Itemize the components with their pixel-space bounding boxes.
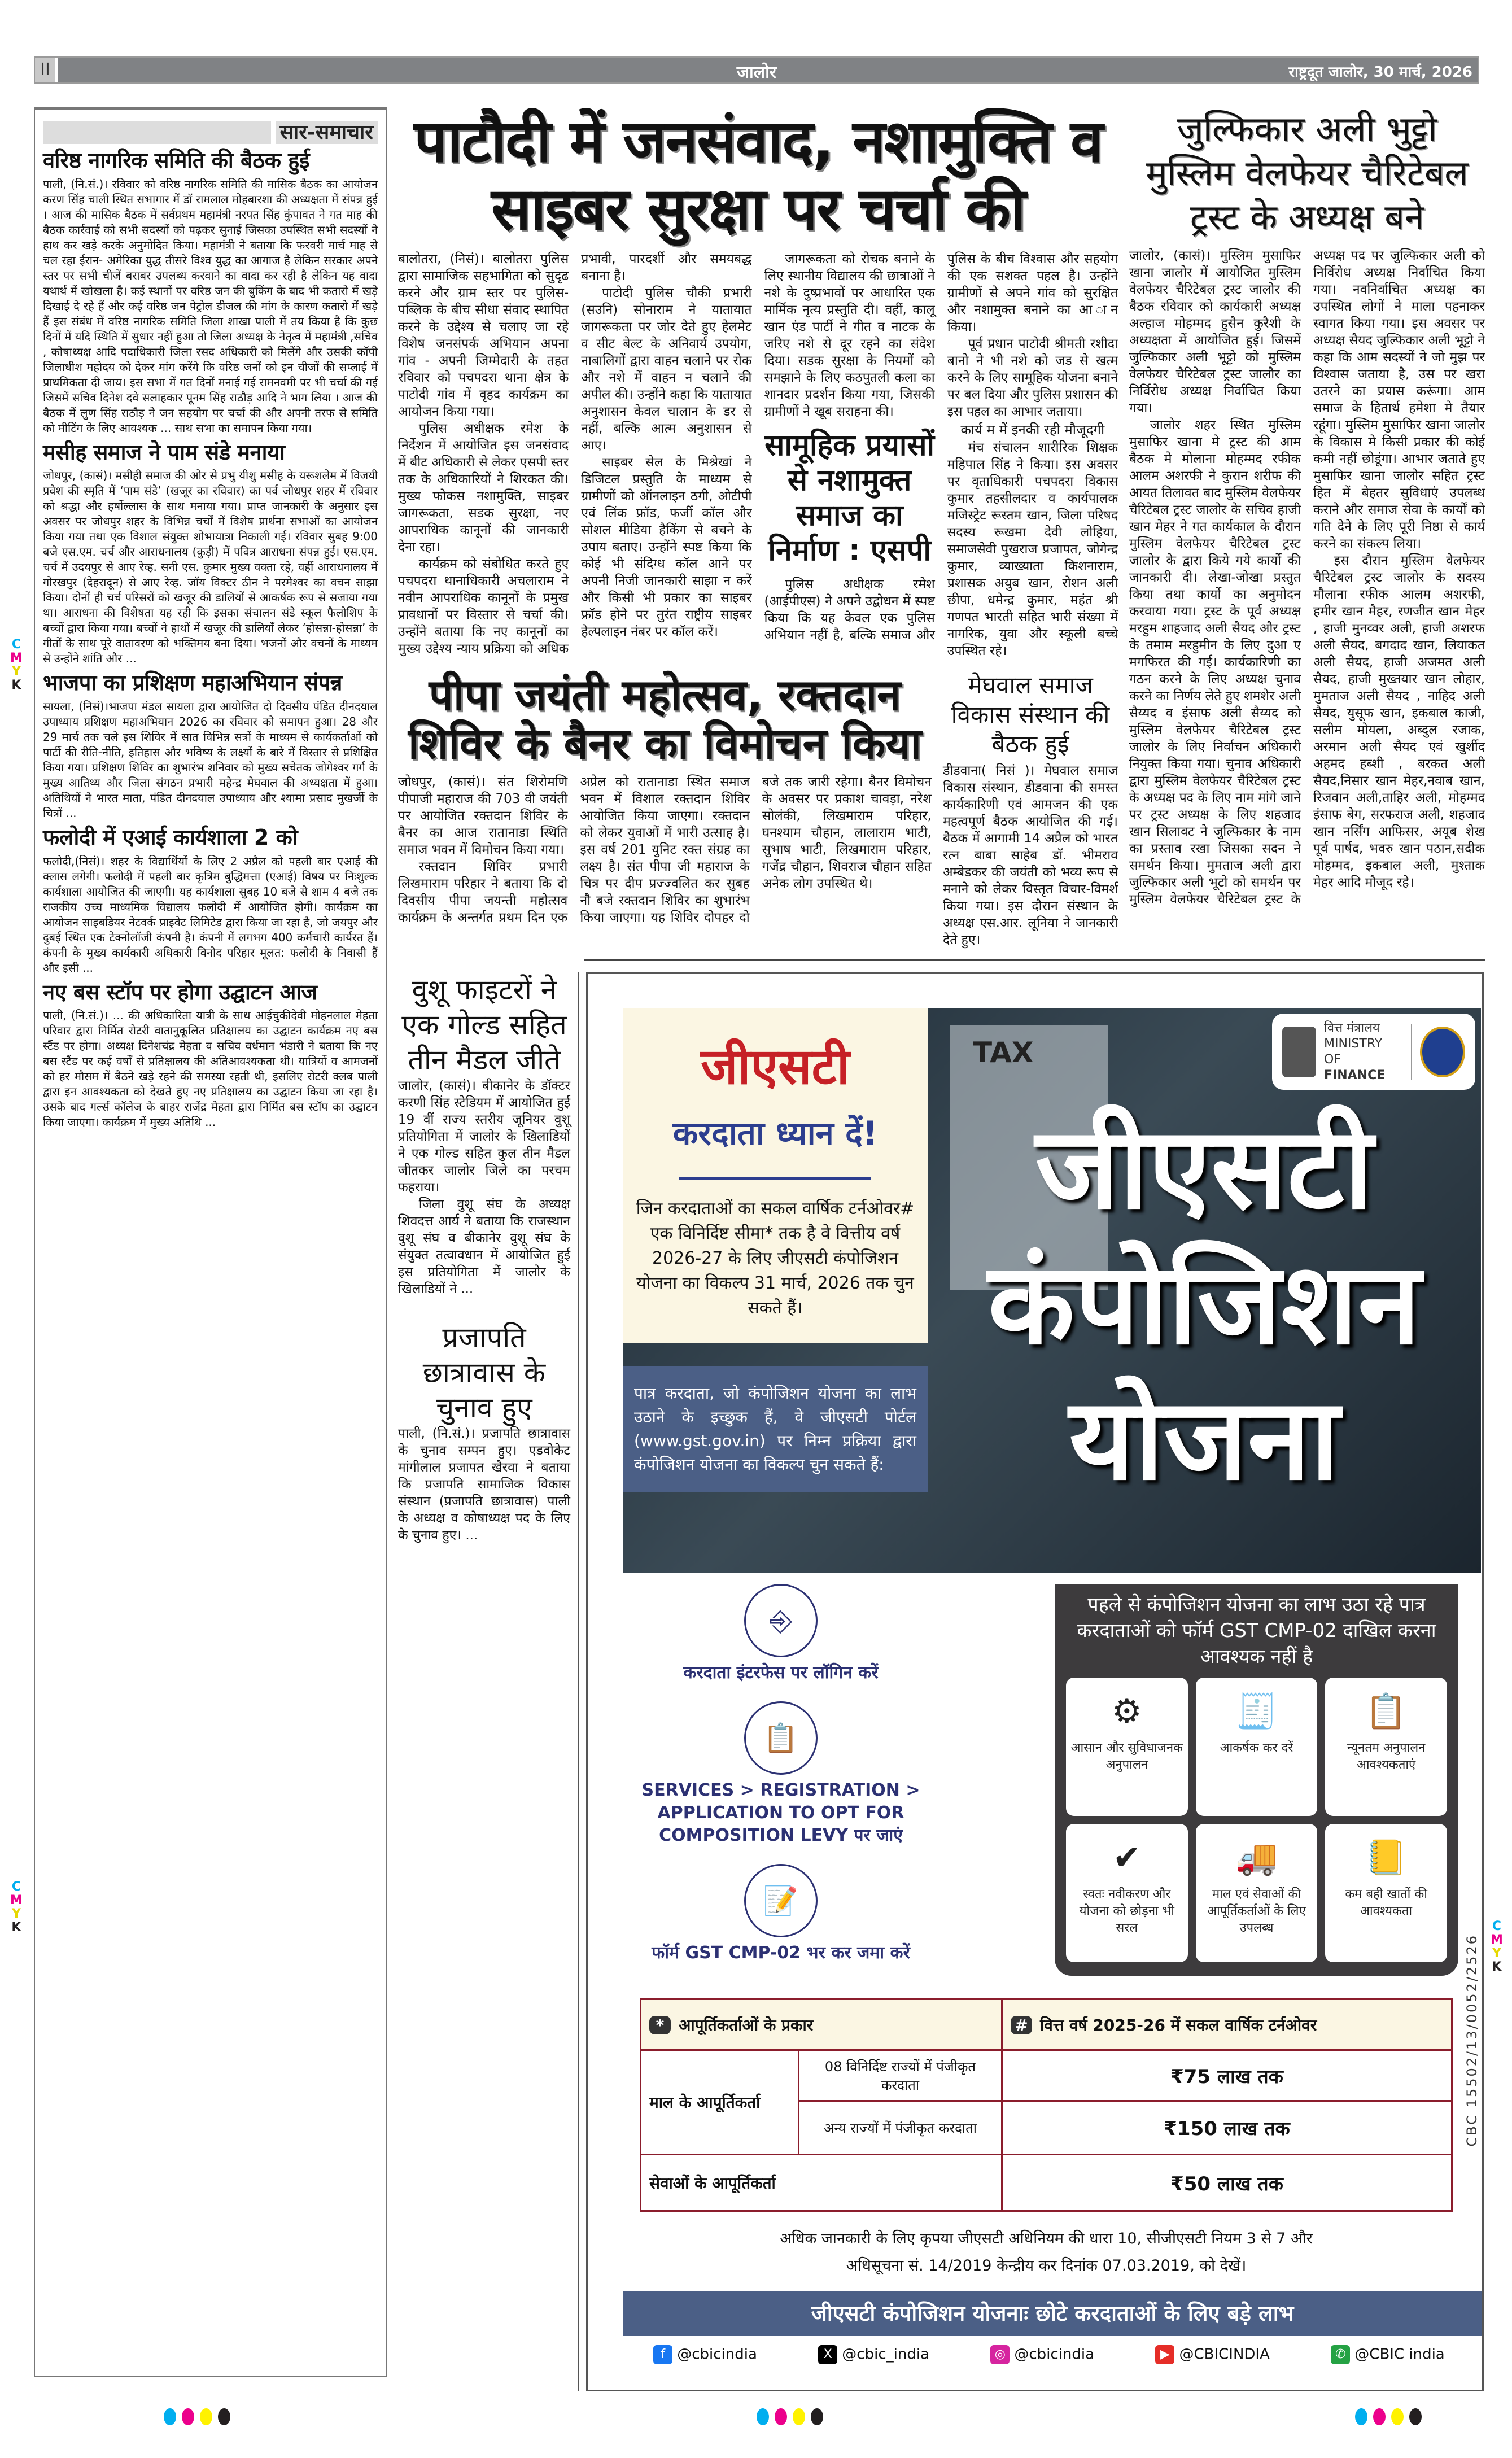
social-handle: @cbic_india — [842, 2346, 929, 2363]
clipboard-check-icon: 📋 — [744, 1701, 818, 1775]
brief-headline: नए बस स्टॉप पर होगा उद्घाटन आज — [43, 979, 317, 1005]
registration-dot — [775, 2408, 787, 2425]
main-region — [398, 107, 1485, 2391]
tap-check-icon: ✔ — [1112, 1838, 1141, 1878]
social-link[interactable] — [1331, 2345, 1444, 2364]
registration-dot — [1355, 2408, 1367, 2425]
brief-headline: भाजपा का प्रशिक्षण महाअभियान संपन्न — [43, 670, 342, 696]
zulfikar-paragraph: जालोर, (कासं)। मुस्लिम मुसाफिर खाना जालोर में आयोजित मुस्लिम वेलफेयर चैरिटेबल ट्रस्ट जालोर की बैठक रविवार को कार्यकारी अध्यक्ष अल्हाज मोहम्मद हुसैन कुरैशी के अध्यक्षता में आयोजित हुई। जिसमें जुल्फिकार अली भूट्टो को मुस्लिम वेलफेयर चैरिटेबल ट्रस्ट जालौर का निर्विरोध अध्यक्ष निर्वाचित किया गया। — [1129, 248, 1301, 416]
step-text: करदाता इंटरफेस पर लॉगिन करें — [683, 1663, 879, 1683]
prajapati-article — [398, 1320, 570, 1544]
registration-dot — [1409, 2408, 1422, 2425]
benefit-card — [1196, 1678, 1318, 1816]
gst-advertisement — [586, 972, 1484, 2391]
news-brief-label: सार-समाचार — [43, 121, 378, 144]
cmyk-letter: K — [11, 1920, 21, 1935]
facebook-icon: f — [653, 2345, 672, 2364]
page-number: II — [35, 58, 58, 82]
x-icon: X — [818, 2345, 837, 2364]
lead-article — [398, 107, 1118, 660]
social-handle: @cbicindia — [1014, 2346, 1095, 2363]
instagram-icon: ◎ — [990, 2345, 1010, 2364]
benefit-card — [1196, 1824, 1318, 1962]
gear-thumb-icon: ⚙ — [1111, 1692, 1142, 1731]
login-icon: ⎆ — [744, 1584, 818, 1657]
ministry-of-finance-logo — [1272, 1014, 1475, 1090]
ad-title-area — [928, 1008, 1481, 1573]
benefit-text: माल एवं सेवाओं की आपूर्तिकर्ताओं के लिए उपलब्ध — [1207, 1887, 1306, 1935]
meghwal-article — [943, 671, 1118, 949]
lead-article-body — [398, 251, 1118, 660]
divider — [1411, 1024, 1412, 1080]
benefit-card — [1325, 1678, 1447, 1816]
form-icon: 📝 — [744, 1864, 818, 1937]
column-rule — [578, 972, 579, 2391]
brief-body: सायला, (निसं)।भाजपा मंडल सायला द्वारा आयोजित दो दिवसीय पंडित दीनदयाल उपाध्याय प्रशिक्षण महाअभियान 2026 का रविवार को समापन हुआ। 28 और 29 मार्च तक चले इस शिविर में सात विभिन्न सत्रों के माध्यम से कार्यकर्ताओं को पार्टी की रीति-नीति, इतिहास और भविष्य के लक्ष्यों के बारे में विस्तार से प्रशिक्षित किया गया। प्रशिक्षण शिविर का शुभारंभ शनिवार को मुख्य सचेतक जोगेश्वर गर्ग के मुख्य आतिथ्य और जिला संगठन प्रभारी महेन्द्र मेघवाल की अध्यक्षता में हुआ। अतिथियों ने भारत माता, पंडित दीनदयाल उपाध्याय और श्यामा प्रसाद मुखर्जी के चित्रों ... — [43, 700, 378, 820]
registration-row — [0, 2403, 1512, 2437]
social-handle: @CBIC india — [1354, 2346, 1445, 2363]
prajapati-paragraph: पाली, (नि.सं.)। प्रजापति छात्रावास के चुनाव सम्पन हुए। एडवोकेट मांगीलाल प्रजापत खैरवा ने बताया कि प्रजापति सामाजिक विकास संस्थान (प्रजापति छात्रावास) पाली के अध्यक्ष व कोषाध्यक्ष पद के लिए के चुनाव हुए। ... — [398, 1426, 570, 1543]
ad-code: CBC 15502/13/0052/2526 — [1464, 1934, 1480, 2147]
brief-body: जोधपुर, (कासं)। मसीही समाज की ओर से प्रभु यीशु मसीह के यरूशलेम में विजयी प्रवेश की स्मृति में ‘पाम संडे’ (खजूर का रविवार) का पर्व जोधपुर शहर में रविवार को श्रद्धा और हर्षोल्लास के साथ मनाया गया। प्राप्त जानकारी के अनुसार इस अवसर पर जोधपुर शहर के विभिन्न चर्चों में विशेष प्रार्थना सभाओं का आयोजन किया गया तथा एक विशाल संयुक्त शोभायात्रा निकाली गई। रविवार सुबह 9:00 बजे एस.एम. चर्च और आराधनालय (कुड़ी) में पवित्र आराधना संपन्न हुई। एस.एम. चर्च में उदयपुर से आए रेव्ह. सनी एस. कुमार मुख्य वक्ता रहे, वहीं आराधनालय में गोरखपुर (देहरादून) से आए रेव्ह. जॉय विक्टर ठीन ने परमेश्वर का वचन साझा किया। दोनों ही चर्च परिसरों को खजूर की डालियों से आकर्षक रूप से सजाया गया था। आराधना की विशेषता यह रही कि इसका संचालन संडे स्कूल फैलोशिप के बच्चों द्वारा किया गया। बच्चों ने हाथों में खजूर की डालियाँ लेकर ‘होसन्ना-होसन्ना’ के गीतों के साथ पूरे वातावरण को भक्तिमय बना दिया। भजनों और वचनों के माध्यम से उन्होंने शांति और ... — [43, 469, 378, 666]
cmyk-letter: M — [1491, 1933, 1503, 1947]
bottom-section — [398, 972, 1485, 2391]
ad-gst-title: जीएसटी — [701, 1037, 850, 1095]
cmyk-letter: C — [1492, 1919, 1502, 1933]
vushu-paragraph: जिला वुशू संघ के अध्यक्ष शिवदत्त आर्य ने बताया कि राजस्थान वुशू संघ व बीकानेर वुशू संघ के संयुक्त तत्वावधान में आयोजित हुई इस प्रतियोगिता में जालोर के खिलाडियों ने ... — [398, 1197, 570, 1296]
lead-subheadline-2: कार्य म में इनकी रही मौजूदगी — [960, 422, 1105, 438]
cmyk-letter: K — [1492, 1960, 1502, 1974]
social-link[interactable] — [990, 2345, 1094, 2364]
ad-steps — [623, 1584, 939, 1981]
lead-paragraph: जागरूकता को रोचक बनाने के लिए स्थानीय विद्यालय की छात्राओं ने नशे के दुष्प्रभावों पर आधारित एक मार्मिक नृत्य प्रस्तुति दी। वहीं, कालू खान एंड पार्टी ने गीत व नाटक के जरिए नशे से दूर रहने का संदेश दिया। सडक सुरक्षा के नियमों को समझाने के लिए कठपुतली कला का शानदार प्रदर्शन किया गया, जिसकी ग्रामीणों ने खूब सराहना की। — [764, 252, 935, 419]
zulfikar-paragraph: इस दौरान मुस्लिम वेलफेयर चैरिटेबल ट्रस्ट जालोर के सदस्य मौलाना रफीक आलम अशरफी, हमीर खान मैहर, रणजीत खान मेहर , हाजी मुनव्वर अली, हाजी अशरफ अली सैयद, बगदाद खान, लियाकत अली सैयद, हाजी अजमत अली सैयद, हाजी मुख्तयार खान लोहार, मुमताज अली सैयद , नाहिद अली सैयद, युसूफ खान, इकबाल काजी, सलीम मोयला, अब्दुल रजाक, अरमान अली सैयद एवं खुर्शीद अहमद हब्शी , बरकत अली सैयद,निसार खान मेहर,नवाब खान, रिजवान अली,ताहिर अली, मोहम्मद इंसाफ बेग, सरफराज अली, शहजाद खान नर्सिंग आफिसर, अयूब शेख पूर्व पार्षद, भवरु खान पठान,सदीक मोहम्मद, इकबाल अली, मुश्ताक मेहर आदि मौजूद रहे। — [1313, 553, 1485, 890]
ad-steps-row — [623, 1584, 1482, 1981]
tax-document-graphic: TAX — [950, 1025, 1108, 1290]
cmyk-marks — [1491, 1920, 1503, 1974]
meghwal-article-body: डीडवाना( निसं )। मेघवाल समाज विकास संस्थान, डीडवाना की समस्त कार्यकारिणी एवं आमजन की एक महत्वपूर्ण बैठक आयोजित की गई। बैठक में आगामी 14 अप्रैल को भारत रत्न बाबा साहेब डॉ. भीमराव अम्बेडकर की जयंती को भव्य रूप से मनाने को लेकर विस्तृत विचार-विमर्श किया गया। इस दौरान संस्थान के अध्यक्ष एस.आर. लूनिया ने जानकारी देते हुए। — [943, 763, 1118, 948]
cmyk-letter: C — [11, 1880, 21, 1894]
registration-dots — [164, 2408, 230, 2425]
lead-paragraph: कार्यक्रम को संबोधित करते हुए पचपदरा थानाधिकारी अचलाराम ने नवीन आपराधिक कानूनों के प्रमुख प्रावधानों पर विस्तार से चर्चा की। उन्होंने बताया कि नए कानूनों का मुख्य उद्देश्य न्याय प्रक्रिया को अधिक प्रभावी, पारदर्शी और समयबद्ध बनाना है। — [398, 252, 752, 656]
ad-intro-panel — [623, 1008, 928, 1343]
ad-intro-text: जिन करदाताओं का सकल वार्षिक टर्नओवर# एक विनिर्दिष्ट सीमा* तक है वे वित्तीय वर्ष 2026-27 के लिए जीएसटी कंपोजिशन योजना का विकल्प 31 मार्च, 2026 तक चुन सकते हैं। — [636, 1199, 915, 1318]
narrow-news-column — [398, 972, 570, 1544]
meghwal-headline: मेघवाल समाज विकास संस्थान की बैठक हुई — [951, 671, 1110, 758]
turnover-table — [640, 1998, 1453, 2212]
brief-headline: मसीह समाज ने पाम संडे मनाया — [43, 439, 285, 465]
page-body — [0, 107, 1512, 2391]
registration-dot — [811, 2408, 823, 2425]
table-header-row: * आपूर्तिकर्ताओं के प्रकार # वित्त वर्ष 2025-26 में सकल वार्षिक टर्नओवर — [641, 1999, 1452, 2050]
cmyk-marks — [10, 638, 23, 692]
lead-paragraph: पूर्व प्रधान पाटोदी श्रीमती रशीदा बानो ने भी नशे को जड से खत्म करने के लिए सामूहिक योजना बनाने पर बल दिया और पुलिस प्रशासन की इस पहल का आभार जताया। — [947, 337, 1118, 419]
checklist-icon: 📋 — [1365, 1692, 1408, 1731]
zulfikar-paragraph: जालोर शहर स्थित मुस्लिम मुसाफिर खाना मे ट्रस्ट की आम बैठक मे मोलाना मोहम्मद रफीक आलम अशरफी ने कुरान शरीफ की आयत तिलावत बाद मुस्लिम वेलफेयर चैरिटेबल ट्रस्ट जालोर के सचिव हाजी खान मेहर ने गत कार्यकाल के दौरान मुस्लिम वेलफेयर चैरिटेबल ट्रस्ट जालोर के द्वारा किये गये कार्यो की जानकारी दी। लेखा-जोखा प्रस्तुत किया तथा कार्यो का अनुमोदन करवाया गया। ट्रस्ट के पूर्व अध्यक्ष मरहुम शाहजाद अली सैयद और ट्रस्ट के तमाम मरहुमीन के लिए दुआ ए मगफिरत की गई। कार्यकारिणी का गठन करने के लिए अध्यक्ष चुनाव करने का निर्णय लेते हुए शमशेर अली सैय्यद व इंसाफ अली सैय्यद को मुस्लिम वेलफेयर चैरिटेबल ट्रस्ट जालोर के लिए निर्वाचन अधिकारी नियुक्त किया गया। चुनाव अधिकारी द्वारा मुस्लिम वेलफेयर चैरिटेबल ट्रस्ट के अध्यक्ष पद के लिए नाम मांगे जाने पर ट्रस्ट अध्यक्ष के लिए शहजाद खान सिलावट ने जुल्फिकार के नाम का प्रस्ताव रखा जिसका सदन ने समर्थन किया। मुमताज अली द्वारा जुल्फिकार अली भूटो को समर्थन पर मुस्लिम वेलफेयर चैरिटेबल ट्रस्ट के अध्यक्ष पद पर जुल्फिकार अली को निर्विरोध अध्यक्ष निर्वाचित किया गया। नवनिर्वाचित अध्यक्ष का उपस्थित लोगों ने माला पहनाकर स्वागत किया गया। इस अवसर पर अध्यक्ष सैयद जुल्फिकार अली भूट्टो ने कहा कि आम सदस्यों ने जो मुझ पर विश्वास जताया है, उस पर खरा उतरने का प्रयास करूंगा। आम समाज के हितार्थ हमेशा मे तैयार रहूंगा। मुस्लिम मुसाफिर खाना जालोर के विकास मे किसी प्रकार की कोई कमी नहीं छोडूंगा। आभार जताते हुए मुसाफिर खाना जालोर सहित ट्रस्ट हित में बेहतर सुविधाएं उपलब्ध कराने और समाज सेवा के कार्यों को गति देने के लिए पूरी निष्ठा से कार्य करने का संकल्प लिया। — [1129, 248, 1485, 907]
benefit-card — [1066, 1824, 1188, 1962]
registration-dot — [757, 2408, 769, 2425]
emblem-icon — [1282, 1027, 1316, 1077]
second-row-articles — [398, 671, 1118, 949]
lead-paragraph: मंच संचालन शारीरिक शिक्षक महिपाल सिंह ने किया। इस अवसर पर वृताधिकारी पचपदरा विकास कुमार तहसीलदार व कार्यपालक मजिस्ट्रेट रूस्तम खान, जिला परिषद सदस्य रूखमा देवी लोहिया, समाजसेवी पुखराज प्रजापत, जोगेन्द्र कुमार, व्याख्याता किशनाराम, प्रशासक अयुब खान, रोशन अली छीपा, धमेन्द्र कुमार, महंत श्री गणपत भारती सहित भारी संख्या में नागरिक, युवा और स्कूली बच्चे उपस्थित रहे। — [947, 440, 1118, 658]
hash-badge: # — [1011, 2016, 1032, 2034]
lead-paragraph: बालोतरा, (निसं)। बालोतरा पुलिस द्वारा सामाजिक सहभागिता को सुदृढ करने और ग्राम स्तर पर पुलिस-पब्लिक के बीच सीधा संवाद स्थापित करने के उद्देश्य से चलाए जा रहे विशेष जनसंपर्क अभियान अपना गांव - अपनी जिम्मेदारी के तहत रविवार को पचपदरा थाना क्षेत्र के पाटोदी गांव में वृहद कार्यक्रम का आयोजन किया गया। — [398, 252, 569, 419]
benefit-text: कम बही खातों की आवश्यकता — [1345, 1887, 1427, 1918]
vushu-article-body — [398, 1077, 570, 1298]
benefits-heading: पहले से कंपोजिशन योजना का लाभ उठा रहे पात्र करदाताओं को फॉर्म GST CMP-02 दाखिल करना आवश्यक नहीं है — [1077, 1593, 1436, 1668]
cmyk-letter: Y — [11, 665, 21, 679]
benefit-card — [1066, 1678, 1188, 1816]
table-row: सेवाओं के आपूर्तिकर्ता ₹50 लाख तक — [641, 2155, 1452, 2211]
lead-paragraph: पाटोदी पुलिस चौकी प्रभारी (सउनि) सोनाराम ने यातायात जागरूकता पर जोर देते हुए हेलमेट व सीट बेल्ट के अनिवार्य उपयोग, नाबालिगों द्वारा वाहन चलाने पर रोक और नशे में वाहन न चलाने की अपील की। उन्होंने कहा कि यातायात अनुशासन केवल चालान के डर से नहीं, बल्कि आत्म अनुशासन से आए। — [581, 286, 752, 453]
registration-dot — [1391, 2408, 1404, 2425]
prajapati-headline: प्रजापति छात्रावास के चुनाव हुए — [422, 1321, 546, 1424]
registration-dot — [1373, 2408, 1386, 2425]
ad-attention: करदाता ध्यान दें! — [672, 1114, 878, 1152]
step-text: SERVICES > REGISTRATION > APPLICATION TO OPT FOR COMPOSITION LEVY पर जाएं — [641, 1780, 920, 1845]
divider — [584, 959, 1485, 961]
top-stories — [398, 107, 1485, 949]
ad-portal-text: पात्र करदाता, जो कंपोजिशन योजना का लाभ उठाने के इच्छुक हैं, वे जीएसटी पोर्टल (www.gst.gov.in) पर निम्न प्रक्रिया द्वारा कंपोजिशन योजना का विकल्प चुन सकते हैं: — [623, 1366, 928, 1492]
lead-paragraph: साइबर सेल के मिश्रेखां ने डिजिटल प्रस्तुति के माध्यम से ग्रामीणों को ऑनलाइन ठगी, ओटीपी एवं लिंक फ्रॉड, फर्जी कॉल और सोशल मीडिया हैकिंग से बचने के उपाय बताए। उन्होंने स्पष्ट किया कि कोई भी संदिग्ध कॉल आने पर अपनी निजी जानकारी साझा न करें और किसी भी प्रकार का साइबर फ्रॉड होने पर तुरंत राष्ट्रीय साइबर हेल्पलाइन नंबर पर कॉल करें। — [581, 455, 752, 639]
registration-dots — [757, 2408, 823, 2425]
benefit-text: न्यूनतम अनुपालन आवश्यकताएं — [1347, 1741, 1426, 1772]
cmyk-letter: M — [10, 1893, 23, 1907]
news-brief-column — [34, 107, 387, 2377]
registration-dots — [1355, 2408, 1422, 2425]
table-row: अन्य राज्यों में पंजीकृत करदाता ₹150 लाख तक — [641, 2101, 1452, 2155]
ad-banner: जीएसटी कंपोजिशन योजनाः छोटे करदाताओं के लिए बड़े लाभ — [623, 2291, 1482, 2336]
benefit-text: आकर्षक कर दरें — [1220, 1741, 1293, 1755]
registration-dot — [218, 2408, 230, 2425]
brief-body: पाली, (नि.सं.)। रविवार को वरिष्ठ नागरिक समिति की मासिक बैठक का आयोजन करण सिंह चाली स्थित सभागार में डॉ रामलाल मोहबारशा की अध्यक्षता में संपन्न हुई । आज की मासिक बैठक में सर्वप्रथम महामंत्री नरपत सिंह कुंपावत ने गत माह की बैठक कार्रवाई को सभी सदस्यों को पढ़कर सुनाई जिसका उपस्थित सभी सदस्यों ने हाथ कर खड़े करके अनुमोदित किया। महामंत्री ने बताया कि फरवरी मार्च माह से चल रहा ईरान- अमेरिका युद्ध तीसरे विश्व युद्ध का आगाज है लेकिन सरकार अपने स्तर पर सभी चीजें बराबर उपलब्ध करवाने का वादा कर रही है लेकिन यह वादा यथार्थ में खोखला है। कई स्थानों पर वरिष्ठ जन की बुकिंग के बाद भी कतारो में खड़े दिखाई दे रहे हैं और कई वरिष्ठ जन पेट्रोल डीजल की मांग के कारण कतारो में खड़े हैं इस संबंध में वरिष्ठ नागरिक समिति जिला शाखा पाली में तय किया है कि कुछ दिनों में यदि स्थिति में सुधार नहीं हुआ तो जिला अध्यक्ष के नेतृत्व में महामंत्री ,सचिव , कोषाध्यक्ष आदि पदाधिकारी जिला रसद अधिकारी को मिलेंगे और उसकी कॉपी जिलाधीश महोदय को देकर मांग करेंगे कि वरिष्ठ जनों को इन चीजों की सप्लाई में प्राथमिकता दी जाय। इस सभा में गत दिनों मनाई गई रामनवमी पर भी चर्चा की गई जिसमें सचिव दिनेश दवे सलाहकार पूनम सिंह राठौड़ आदि ने भाग लिया । आज की बैठक में लुण सिंह राठौड़ ने जन सहयोग पर चर्चा की और अपनी तरफ से समिति को मीटिंग के लिए आवश्यक ... साथ सभा का समापन किया गया। — [43, 177, 378, 435]
tax-pen-icon: 🧾 — [1235, 1692, 1278, 1731]
divider — [679, 1177, 871, 1180]
section-name: जालोर — [736, 63, 777, 82]
benefits-grid — [1066, 1678, 1447, 1962]
ledger-icon: 📒 — [1365, 1838, 1408, 1878]
ad-footnote: अधिक जानकारी के लिए कृपया जीएसटी अधिनियम की धारा 10, सीजीएसटी नियम 3 से 7 और अधिसूचना सं. 14/2019 केन्द्रीय कर दिनांक 07.03.2019, को देखें। — [780, 2230, 1313, 2274]
brief-headline: वरिष्ठ नागरिक समिति की बैठक हुई — [43, 148, 310, 173]
ministry-name: वित्त मंत्रालय MINISTRY OF FINANCE — [1324, 1020, 1386, 1082]
registration-dot — [793, 2408, 805, 2425]
pipa-article-body — [398, 774, 932, 926]
prajapati-article-body — [398, 1425, 570, 1544]
page-header — [34, 56, 1479, 84]
cbic-seal-icon — [1420, 1027, 1465, 1077]
zulfikar-headline: जुल्फिकार अली भुट्टो मुस्लिम वेलफेयर चैरिटेबल ट्रस्ट के अध्यक्ष बने — [1146, 108, 1469, 238]
cmyk-letter: Y — [1492, 1946, 1501, 1961]
benefit-text: स्वतः नवीकरण और योजना को छोड़ना भी सरल — [1079, 1887, 1174, 1935]
benefit-text: आसान और सुविधाजनक अनुपालन — [1070, 1741, 1183, 1772]
benefits-panel — [1055, 1584, 1458, 1976]
cmyk-marks — [10, 1880, 23, 1935]
step-text: फॉर्म GST CMP-02 भर कर जमा करें — [652, 1943, 910, 1963]
pipa-paragraph: रक्तदान शिविर प्रभारी लिखमाराम परिहार ने बताया कि दो दिवसीय पीपा जयन्ती महोत्सव कार्यक्रम के अन्तर्गत प्रथम दिन एक अप्रेल को रातानाडा स्थित समाज भवन में विशाल रक्तदान शिविर आयोजित किया जाएगा। रक्तदान को लेकर युवाओं में भारी उत्साह है। इस वर्ष 201 युनिट रक्त संग्रह का लक्ष्य है। संत पीपा जी महाराज के चित्र पर दीप प्रज्ज्वलित कर सुबह नौ बजे रक्तदान शिविर का शुभारंभ किया जाएगा। यह शिविर दोपहर दो बजे तक जारी रहेगा। बैनर विमोचन के अवसर पर प्रकाश चावड़ा, नरेश सोलंकी, लिखमाराम परिहार, घनश्याम चौहान, लालाराम भाटी, सुभाष भाटी, लिखमाराम परिहार, गजेंद्र चौहान, शिवराज चौहान सहित अनेक लोग उपस्थित थे। — [398, 775, 932, 925]
news-brief-list — [43, 149, 378, 1130]
pipa-article — [398, 671, 932, 926]
registration-dot — [200, 2408, 212, 2425]
vushu-headline: वुशू फाइटरों ने एक गोल्ड सहित तीन मैडल जीते — [401, 973, 567, 1076]
cmyk-letter: K — [11, 678, 21, 692]
ad-background — [623, 1008, 1481, 1573]
cmyk-letter: Y — [11, 1907, 21, 1921]
zulfikar-article-body — [1129, 247, 1485, 908]
cmyk-letter: M — [10, 651, 23, 665]
social-link[interactable] — [653, 2345, 757, 2364]
ad-left-panel — [623, 1008, 928, 1573]
registration-dot — [164, 2408, 176, 2425]
pipa-headline: पीपा जयंती महोत्सव, रक्तदान शिविर के बैनर का विमोचन किया — [408, 670, 922, 769]
social-link[interactable] — [1155, 2345, 1269, 2364]
lead-subheadline: सामूहिक प्रयासों से नशामुक्त समाज का निर्माण : एसपी — [764, 429, 934, 567]
zulfikar-article — [1129, 107, 1485, 949]
social-handle: @cbicindia — [677, 2346, 757, 2363]
asterisk-badge: * — [649, 2016, 671, 2034]
youtube-icon: ▶ — [1155, 2345, 1174, 2364]
table-row: माल के आपूर्तिकर्ता 08 विनिर्दिष्ट राज्यों में पंजीकृत करदाता ₹75 लाख तक — [641, 2050, 1452, 2101]
brief-headline: फलोदी में एआई कार्यशाला 2 को — [43, 825, 298, 850]
registration-dot — [182, 2408, 194, 2425]
social-link[interactable] — [818, 2345, 929, 2364]
lead-headline: पाटौदी में जनसंवाद, नशामुक्ति व साइबर सुरक्षा पर चर्चा की — [414, 107, 1102, 243]
brief-body: फलोदी,(निसं)। शहर के विद्यार्थियों के लिए 2 अप्रैल को पहली बार एआई की क्लास लगेगी। फलोदी में पहली बार कृत्रिम बुद्धिमत्ता (एआई) विषय पर निःशुल्क कार्यशाला आयोजित की जाएगी। यह कार्यशाला सुबह 10 बजे से शाम 4 बजे तक राजकीय उच्च माध्यमिक विद्यालय फलोदी में आयोजित होगी। कार्यक्रम का आयोजन साइबडियर नेटवर्क प्राइवेट लिमिटेड द्वारा किया जा रहा है, जो जयपुर और दुबई स्थित एक टेक्नोलॉजी कंपनी है। कंपनी में लगभग 400 कर्मचारी कार्यरत हैं। कंपनी के मुख्य कार्यकारी अधिकारी विनोद परिहार मूलत: फलोदी के निवासी हैं और इसी ... — [43, 854, 378, 975]
whatsapp-icon: ✆ — [1331, 2345, 1350, 2364]
cmyk-letter: C — [11, 638, 21, 652]
social-handles — [623, 2336, 1475, 2373]
truck-icon: 🚚 — [1235, 1838, 1278, 1878]
vushu-article — [398, 972, 570, 1298]
benefit-card — [1325, 1824, 1447, 1962]
social-handle: @CBICINDIA — [1179, 2346, 1270, 2363]
ad-main-title: जीएसटी कंपोजिशन योजना — [987, 1103, 1421, 1505]
lead-paragraph: पुलिस अधीक्षक रमेश के निर्देशन में आयोजित इस जनसंवाद में बीट अधिकारी से लेकर एसपी स्तर तक के अधिकारियों ने शिरकत की। मुख्य फोकस नशामुक्ति, साइबर जागरूकता, सडक सुरक्षा, नए आपराधिक कानूनों की जानकारी देना रहा। — [398, 421, 569, 555]
pipa-paragraph: जोधपुर, (कासं)। संत शिरोमणि पीपाजी महाराज की 703 वी जयंती पर आयोजित रक्तदान शिविर के बैनर का आज रातानाडा स्थिति समाज भवन में विमोचन किया गया। — [398, 775, 568, 857]
dateline: राष्ट्रदूत जालोर, 30 मार्च, 2026 — [1288, 64, 1472, 81]
vushu-paragraph: जालोर, (कासं)। बीकानेर के डॉक्टर करणी सिंह स्टेडियम में आयोजित हुई 19 वीं राज्य स्तरीय जूनियर वुशू प्रतियोगिता में जालोर के खिलाडियों ने एक गोल्ड सहित कुल तीन मैडल जीतकर जालोर जिले का परचम फहराया। — [398, 1079, 570, 1195]
brief-body: पाली, (नि.सं.)। ... की अधिकारिता यात्री के साथ आईचुकीदेवी मोहनलाल मेहता परिवार द्वारा निर्मित रोटरी वातानुकूलित प्रतिक्षालय का उद्घाटन कार्यक्रम नए बस स्टैंड पर होगा। अध्यक्ष दिनेशचंद्र मेहता व सचिव वर्धमान भंडारी ने बताया कि नए बस स्टैंड पर कई वर्षों से प्रतिक्षालय की अतिआवश्यकता थी। यात्रियों व आमजनों को हर मौसम में बैठने खड़े रहने की समस्या रहती थी, इसलिए रोटरी क्लब पाली द्वारा इन आवश्यकता को देखते हुए नए प्रतिक्षालय का उद्घाटन किया जा रहा है। उसके बाद गर्ल्स कॉलेज के बाहर राजेंद्र मेहता द्वारा निर्मित बस स्टॉप का उद्घाटन किया जाएगा। कार्यक्रम में मुख्य अतिथि ... — [43, 1008, 378, 1129]
lead-paragraph: पुलिस अधीक्षक रमेश (आईपीएस) ने अपने उद्बोधन में स्पष्ट किया कि यह केवल एक पुलिस अभियान नहीं है, बल्कि समाज और पुलिस के बीच विश्वास और सहयोग की एक सशक्त पहल है। उन्होंने ग्रामीणों से अपने गांव को सुरक्षित और नशामुक्त बनाने का आ ान किया। — [764, 252, 1118, 643]
